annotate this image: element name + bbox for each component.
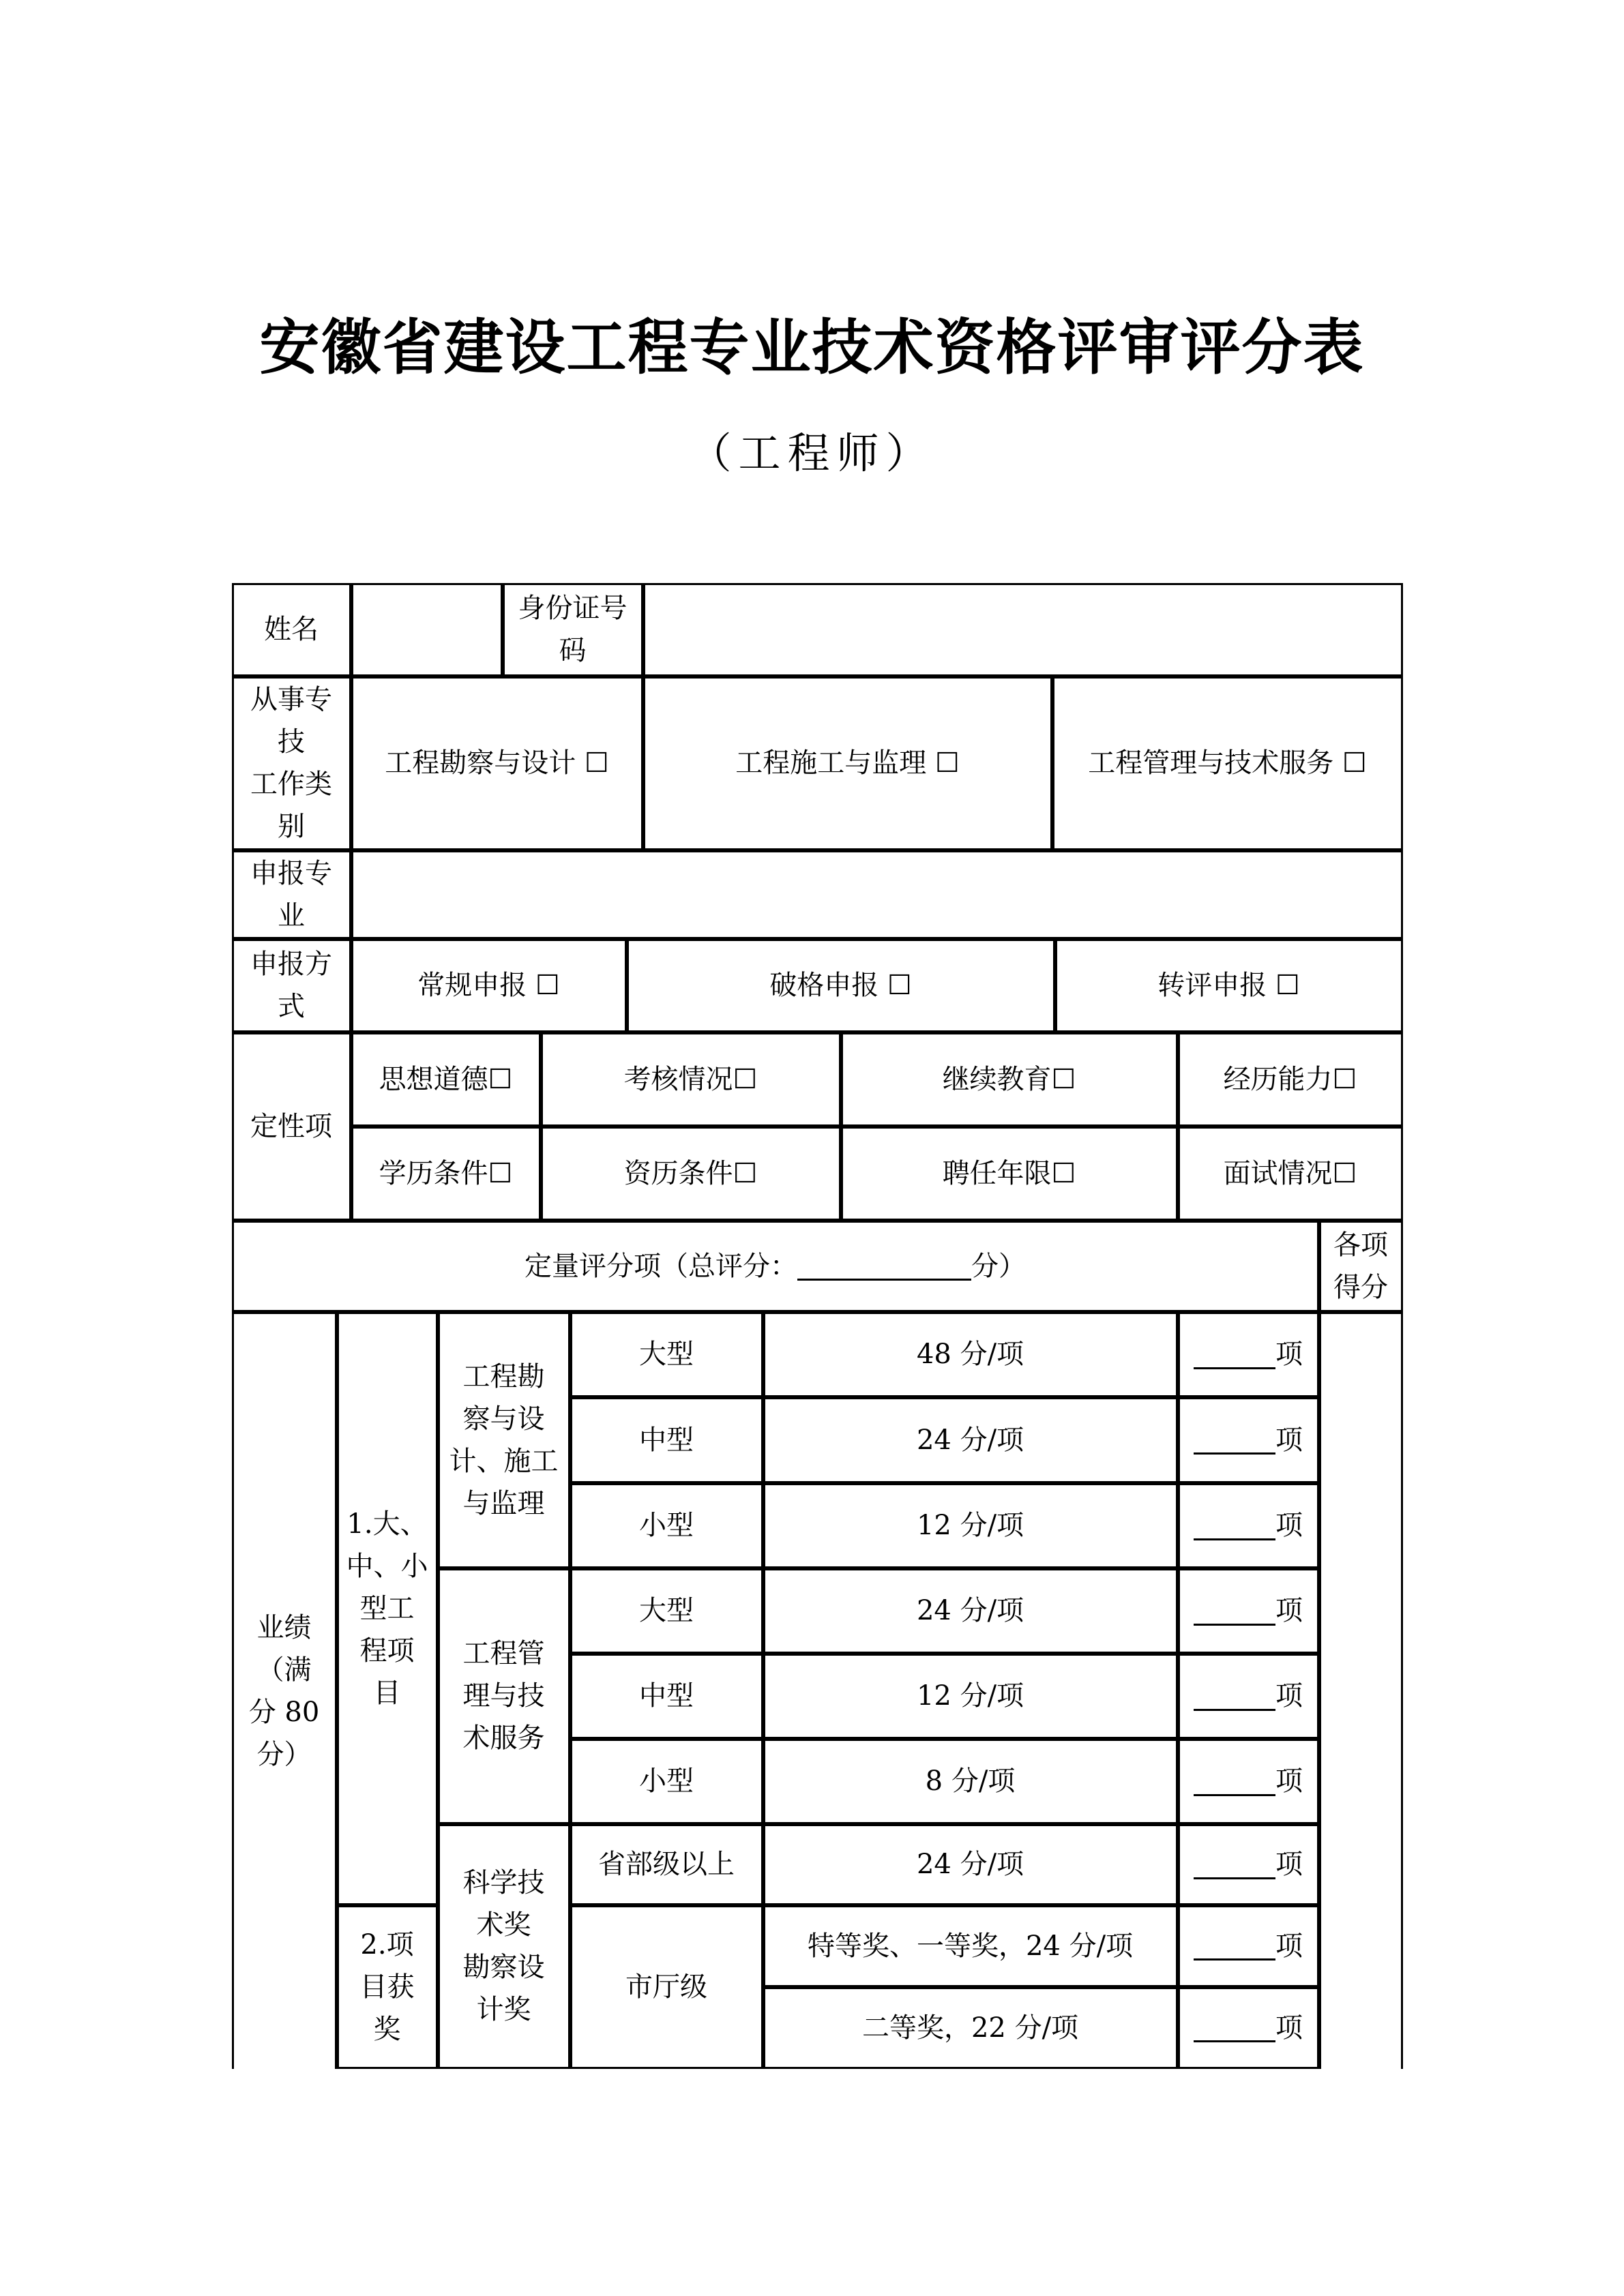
item-count-cell[interactable]: 项 <box>1178 1483 1319 1568</box>
category-option-management-service[interactable]: 工程管理与技术服务 ☐ <box>1052 676 1403 850</box>
awards-label: 2.项 目获 奖 <box>337 1905 438 2069</box>
item-count-cell[interactable]: 项 <box>1178 1654 1319 1739</box>
performance-label: 业绩 （满 分 80 分） <box>232 1312 337 2069</box>
qualitative-qualification[interactable]: 资历条件☐ <box>541 1127 841 1221</box>
score-rule: 8 分/项 <box>763 1739 1178 1824</box>
page-subtitle: （工程师） <box>689 428 935 478</box>
qualitative-assessment[interactable]: 考核情况☐ <box>541 1032 841 1127</box>
item-count-cell[interactable]: 项 <box>1178 1739 1319 1824</box>
id-number-field[interactable] <box>643 583 1403 676</box>
item-count-blank[interactable] <box>1194 1767 1275 1796</box>
category-option-construction-supervision[interactable]: 工程施工与监理 ☐ <box>643 676 1052 850</box>
score-rule: 12 分/项 <box>763 1483 1178 1568</box>
group-management-service-label: 工程管 理与技 术服务 <box>438 1568 570 1824</box>
item-score-header: 各项 得分 <box>1319 1221 1403 1312</box>
level-small-1: 小型 <box>570 1483 763 1568</box>
item-count-blank[interactable] <box>1194 1931 1275 1960</box>
item-score-column[interactable] <box>1319 1312 1403 2069</box>
total-score-blank[interactable] <box>797 1251 971 1281</box>
id-label: 身份证号 码 <box>503 583 643 676</box>
score-rule: 二等奖，22 分/项 <box>763 1987 1178 2069</box>
qualitative-ethics[interactable]: 思想道德☐ <box>351 1032 541 1127</box>
level-medium-2: 中型 <box>570 1654 763 1739</box>
qualitative-interview[interactable]: 面试情况☐ <box>1178 1127 1403 1221</box>
method-label: 申报方 式 <box>232 939 351 1032</box>
item-count-blank[interactable] <box>1194 1340 1275 1369</box>
level-provincial: 省部级以上 <box>570 1824 763 1905</box>
item-count-blank[interactable] <box>1194 1682 1275 1711</box>
item-count-blank[interactable] <box>1194 1425 1275 1455</box>
item-count-blank[interactable] <box>1194 1596 1275 1626</box>
item-count-blank[interactable] <box>1194 1850 1275 1879</box>
score-rule: 24 分/项 <box>763 1397 1178 1483</box>
item-count-cell[interactable]: 项 <box>1178 1568 1319 1654</box>
item-count-blank[interactable] <box>1194 2013 1275 2042</box>
page-title: 安徽省建设工程专业技术资格评审评分表 <box>259 312 1365 383</box>
method-option-transfer[interactable]: 转评申报 ☐ <box>1055 939 1403 1032</box>
quantitative-header: 定量评分项（总评分： 分） <box>232 1221 1319 1312</box>
score-rule: 24 分/项 <box>763 1568 1178 1654</box>
category-label: 从事专 技 工作类 别 <box>232 676 351 850</box>
major-label: 申报专 业 <box>232 850 351 939</box>
level-city: 市厅级 <box>570 1905 763 2069</box>
method-option-exceptional[interactable]: 破格申报 ☐ <box>627 939 1055 1032</box>
level-large-2: 大型 <box>570 1568 763 1654</box>
group-survey-construction-label: 工程勘 察与设 计、施工 与监理 <box>438 1312 570 1568</box>
score-rule: 12 分/项 <box>763 1654 1178 1739</box>
projects-label: 1.大、 中、小 型工 程项 目 <box>337 1312 438 1905</box>
qualitative-label: 定性项 <box>232 1032 351 1221</box>
item-count-cell[interactable]: 项 <box>1178 1987 1319 2069</box>
item-count-cell[interactable]: 项 <box>1178 1824 1319 1905</box>
score-rule: 48 分/项 <box>763 1312 1178 1397</box>
item-count-blank[interactable] <box>1194 1511 1275 1540</box>
major-field[interactable] <box>351 850 1403 939</box>
group-awards-label: 科学技 术奖 勘察设 计奖 <box>438 1824 570 2069</box>
qualitative-appointment-years[interactable]: 聘任年限☐ <box>841 1127 1178 1221</box>
score-rule: 24 分/项 <box>763 1824 1178 1905</box>
name-label: 姓名 <box>232 583 351 676</box>
name-field[interactable] <box>351 583 503 676</box>
item-count-cell[interactable]: 项 <box>1178 1397 1319 1483</box>
category-option-survey-design[interactable]: 工程勘察与设计 ☐ <box>351 676 643 850</box>
qualitative-continuing-education[interactable]: 继续教育☐ <box>841 1032 1178 1127</box>
item-count-cell[interactable]: 项 <box>1178 1312 1319 1397</box>
item-count-cell[interactable]: 项 <box>1178 1905 1319 1987</box>
level-medium-1: 中型 <box>570 1397 763 1483</box>
qualitative-experience[interactable]: 经历能力☐ <box>1178 1032 1403 1127</box>
level-large-1: 大型 <box>570 1312 763 1397</box>
qualitative-education[interactable]: 学历条件☐ <box>351 1127 541 1221</box>
method-option-regular[interactable]: 常规申报 ☐ <box>351 939 627 1032</box>
score-rule: 特等奖、一等奖，24 分/项 <box>763 1905 1178 1987</box>
level-small-2: 小型 <box>570 1739 763 1824</box>
